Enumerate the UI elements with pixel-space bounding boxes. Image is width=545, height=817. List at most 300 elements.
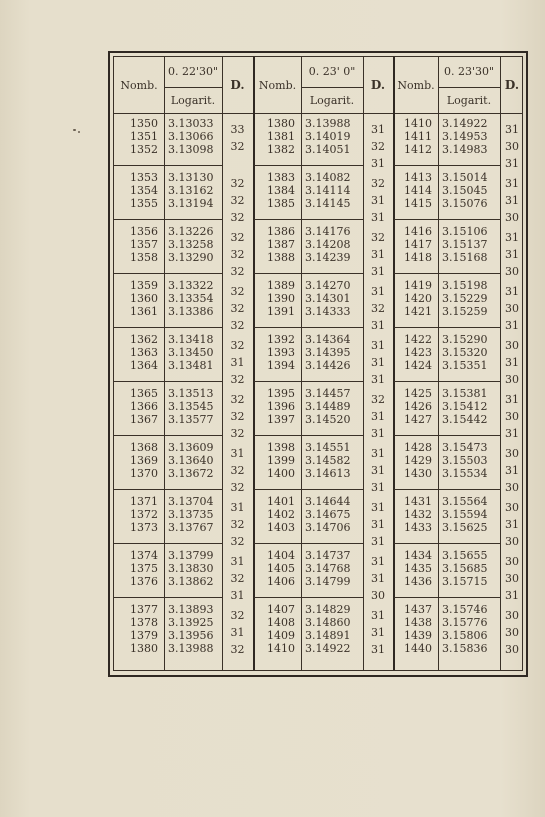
table-cell-logarithm: 3.15473 <box>442 441 488 454</box>
table-cell-logarithm: 3.14176 <box>305 225 351 238</box>
table-cell-number: 1407 <box>267 603 295 616</box>
table-cell-number: 1381 <box>267 130 295 143</box>
table-cell-logarithm: 3.14829 <box>305 603 351 616</box>
table-cell-difference: 32 <box>230 373 245 386</box>
table-cell-number: 1358 <box>130 251 158 264</box>
group-divider <box>394 219 500 220</box>
table-cell-number: 1406 <box>267 575 295 588</box>
table-cell-number: 1387 <box>267 238 295 251</box>
table-cell-number: 1368 <box>130 441 158 454</box>
table-cell-number: 1379 <box>130 629 158 642</box>
table-cell-difference: 30 <box>505 609 519 622</box>
group-divider <box>394 435 500 436</box>
table-cell-difference: 30 <box>505 265 519 278</box>
table-cell-difference: 31 <box>371 501 385 514</box>
table-cell-difference: 31 <box>371 211 385 224</box>
table-cell-number: 1417 <box>404 238 432 251</box>
table-cell-difference: 32 <box>230 211 245 224</box>
table-cell-difference: 30 <box>505 626 519 639</box>
table-cell-number: 1356 <box>130 225 158 238</box>
column-header-nomb: Nomb. <box>120 79 158 92</box>
table-cell-number: 1402 <box>267 508 295 521</box>
table-cell-difference: 31 <box>371 572 385 585</box>
table-cell-difference: 30 <box>505 211 519 224</box>
table-cell-difference: 31 <box>505 464 519 477</box>
group-divider <box>394 273 500 274</box>
table-cell-number: 1418 <box>404 251 432 264</box>
group-divider <box>254 381 363 382</box>
table-cell-difference: 33 <box>230 123 245 136</box>
table-cell-number: 1416 <box>404 225 432 238</box>
table-cell-logarithm: 3.13194 <box>168 197 214 210</box>
table-cell-difference: 32 <box>230 319 245 332</box>
table-cell-logarithm: 3.14239 <box>305 251 351 264</box>
table-cell-number: 1369 <box>130 454 158 467</box>
table-cell-difference: 31 <box>230 555 245 568</box>
table-cell-difference: 31 <box>371 427 385 440</box>
table-cell-logarithm: 3.13418 <box>168 333 214 346</box>
table-cell-number: 1360 <box>130 292 158 305</box>
table-cell-logarithm: 3.15625 <box>442 521 488 534</box>
table-cell-logarithm: 3.14333 <box>305 305 351 318</box>
table-cell-logarithm: 3.14582 <box>305 454 351 467</box>
table-cell-difference: 31 <box>230 447 245 460</box>
table-cell-number: 1425 <box>404 387 432 400</box>
table-cell-logarithm: 3.14675 <box>305 508 351 521</box>
table-cell-difference: 31 <box>505 285 519 298</box>
table-cell-number: 1436 <box>404 575 432 588</box>
table-cell-number: 1423 <box>404 346 432 359</box>
table-cell-difference: 31 <box>371 194 385 207</box>
table-cell-difference: 32 <box>371 140 385 153</box>
table-cell-number: 1438 <box>404 616 432 629</box>
table-cell-number: 1433 <box>404 521 432 534</box>
table-cell-logarithm: 3.13450 <box>168 346 214 359</box>
table-cell-difference: 31 <box>505 123 519 136</box>
table-cell-number: 1432 <box>404 508 432 521</box>
table-cell-number: 1359 <box>130 279 158 292</box>
group-divider <box>254 273 363 274</box>
column-header-logarit: Logarit. <box>170 94 216 107</box>
table-cell-logarithm: 3.14114 <box>305 184 351 197</box>
table-cell-number: 1372 <box>130 508 158 521</box>
table-cell-difference: 32 <box>230 535 245 548</box>
table-cell-logarithm: 3.15351 <box>442 359 488 372</box>
table-cell-logarithm: 3.14270 <box>305 279 351 292</box>
table-cell-number: 1412 <box>404 143 432 156</box>
table-cell-number: 1427 <box>404 413 432 426</box>
table-cell-logarithm: 3.15715 <box>442 575 488 588</box>
table-cell-difference: 31 <box>371 123 385 136</box>
table-cell-logarithm: 3.13098 <box>168 143 214 156</box>
header-divider <box>114 113 522 114</box>
group-divider <box>114 327 222 328</box>
table-cell-number: 1377 <box>130 603 158 616</box>
table-cell-number: 1370 <box>130 467 158 480</box>
table-cell-logarithm: 3.15806 <box>442 629 488 642</box>
table-cell-number: 1440 <box>404 642 432 655</box>
table-cell-logarithm: 3.15655 <box>442 549 488 562</box>
table-cell-logarithm: 3.14051 <box>305 143 351 156</box>
column-header-logarit: Logarit. <box>309 94 355 107</box>
table-cell-difference: 32 <box>230 393 245 406</box>
table-cell-logarithm: 3.14891 <box>305 629 351 642</box>
table-cell-difference: 32 <box>230 481 245 494</box>
column-header-difference: D. <box>504 78 520 92</box>
table-cell-logarithm: 3.14706 <box>305 521 351 534</box>
table-cell-difference: 30 <box>505 373 519 386</box>
table-cell-logarithm: 3.13767 <box>168 521 214 534</box>
table-cell-logarithm: 3.15198 <box>442 279 488 292</box>
table-cell-logarithm: 3.13799 <box>168 549 214 562</box>
group-divider <box>394 327 500 328</box>
table-cell-number: 1393 <box>267 346 295 359</box>
table-cell-difference: 30 <box>505 410 519 423</box>
table-cell-difference: 30 <box>505 535 519 548</box>
table-cell-difference: 31 <box>371 265 385 278</box>
table-cell-difference: 31 <box>371 481 385 494</box>
table-cell-number: 1355 <box>130 197 158 210</box>
ink-speck <box>73 129 76 131</box>
table-cell-number: 1367 <box>130 413 158 426</box>
table-cell-logarithm: 3.13672 <box>168 467 214 480</box>
group-divider <box>254 327 363 328</box>
table-cell-logarithm: 3.13577 <box>168 413 214 426</box>
table-cell-logarithm: 3.14983 <box>442 143 488 156</box>
table-cell-difference: 31 <box>505 427 519 440</box>
table-cell-difference: 30 <box>505 501 519 514</box>
table-cell-difference: 32 <box>371 231 385 244</box>
table-cell-number: 1388 <box>267 251 295 264</box>
table-cell-number: 1380 <box>267 117 295 130</box>
header-subdivider <box>164 87 222 88</box>
table-cell-number: 1357 <box>130 238 158 251</box>
table-cell-difference: 30 <box>505 572 519 585</box>
column-rule <box>164 57 165 670</box>
group-divider <box>254 435 363 436</box>
table-cell-logarithm: 3.15259 <box>442 305 488 318</box>
table-cell-logarithm: 3.14922 <box>442 117 488 130</box>
table-cell-number: 1380 <box>130 642 158 655</box>
table-cell-number: 1401 <box>267 495 295 508</box>
table-cell-difference: 31 <box>371 339 385 352</box>
group-divider <box>254 165 363 166</box>
table-cell-logarithm: 3.14768 <box>305 562 351 575</box>
table-cell-logarithm: 3.15320 <box>442 346 488 359</box>
table-cell-logarithm: 3.15594 <box>442 508 488 521</box>
group-divider <box>114 165 222 166</box>
table-cell-difference: 30 <box>505 481 519 494</box>
table-cell-number: 1421 <box>404 305 432 318</box>
table-cell-number: 1376 <box>130 575 158 588</box>
table-cell-difference: 30 <box>505 339 519 352</box>
group-divider <box>114 273 222 274</box>
section-rule <box>393 57 395 670</box>
table-cell-number: 1385 <box>267 197 295 210</box>
column-header-nomb: Nomb. <box>258 79 297 92</box>
group-divider <box>394 489 500 490</box>
table-cell-difference: 32 <box>230 518 245 531</box>
table-cell-number: 1424 <box>404 359 432 372</box>
table-cell-logarithm: 3.15290 <box>442 333 488 346</box>
table-cell-difference: 32 <box>230 609 245 622</box>
group-divider <box>394 597 500 598</box>
table-cell-logarithm: 3.13386 <box>168 305 214 318</box>
table-cell-difference: 31 <box>505 356 519 369</box>
table-cell-logarithm: 3.13481 <box>168 359 214 372</box>
table-cell-difference: 31 <box>505 194 519 207</box>
table-cell-difference: 31 <box>230 356 245 369</box>
table-cell-logarithm: 3.13830 <box>168 562 214 575</box>
table-cell-logarithm: 3.13704 <box>168 495 214 508</box>
table-cell-logarithm: 3.14208 <box>305 238 351 251</box>
group-divider <box>254 597 363 598</box>
table-cell-difference: 31 <box>371 643 385 656</box>
table-cell-logarithm: 3.13354 <box>168 292 214 305</box>
table-cell-logarithm: 3.15412 <box>442 400 488 413</box>
table-cell-difference: 32 <box>230 572 245 585</box>
header-subdivider <box>438 87 500 88</box>
table-cell-logarithm: 3.14019 <box>305 130 351 143</box>
table-cell-difference: 31 <box>371 373 385 386</box>
table-cell-difference: 32 <box>230 194 245 207</box>
table-cell-number: 1390 <box>267 292 295 305</box>
table-inner-border <box>113 56 523 671</box>
table-cell-difference: 32 <box>230 339 245 352</box>
section-rule <box>253 57 255 670</box>
table-cell-logarithm: 3.14860 <box>305 616 351 629</box>
table-cell-logarithm: 3.13258 <box>168 238 214 251</box>
logarithm-table <box>108 51 528 677</box>
table-cell-logarithm: 3.13925 <box>168 616 214 629</box>
column-header-argument: 0. 22'30" <box>167 65 219 78</box>
table-cell-difference: 32 <box>230 231 245 244</box>
group-divider <box>114 219 222 220</box>
table-cell-difference: 31 <box>505 157 519 170</box>
group-divider <box>394 381 500 382</box>
table-cell-logarithm: 3.13609 <box>168 441 214 454</box>
table-cell-number: 1410 <box>404 117 432 130</box>
table-cell-number: 1373 <box>130 521 158 534</box>
column-header-difference: D. <box>370 78 386 92</box>
table-cell-difference: 32 <box>230 177 245 190</box>
table-cell-difference: 31 <box>371 356 385 369</box>
table-cell-difference: 31 <box>505 177 519 190</box>
table-cell-number: 1363 <box>130 346 158 359</box>
group-divider <box>114 489 222 490</box>
table-cell-difference: 30 <box>505 555 519 568</box>
table-cell-number: 1362 <box>130 333 158 346</box>
ink-speck <box>78 131 80 133</box>
table-cell-number: 1411 <box>404 130 432 143</box>
table-cell-difference: 30 <box>371 589 385 602</box>
table-cell-number: 1409 <box>267 629 295 642</box>
table-cell-number: 1404 <box>267 549 295 562</box>
table-cell-number: 1374 <box>130 549 158 562</box>
table-cell-number: 1386 <box>267 225 295 238</box>
table-cell-number: 1383 <box>267 171 295 184</box>
table-cell-logarithm: 3.14953 <box>442 130 488 143</box>
table-cell-number: 1392 <box>267 333 295 346</box>
table-cell-number: 1353 <box>130 171 158 184</box>
table-cell-logarithm: 3.15836 <box>442 642 488 655</box>
table-cell-logarithm: 3.14644 <box>305 495 351 508</box>
table-cell-number: 1431 <box>404 495 432 508</box>
table-cell-difference: 31 <box>230 501 245 514</box>
table-cell-logarithm: 3.15045 <box>442 184 488 197</box>
table-cell-difference: 31 <box>371 518 385 531</box>
table-cell-logarithm: 3.13735 <box>168 508 214 521</box>
table-cell-logarithm: 3.13988 <box>305 117 351 130</box>
table-cell-logarithm: 3.14457 <box>305 387 351 400</box>
table-cell-logarithm: 3.13893 <box>168 603 214 616</box>
table-cell-number: 1375 <box>130 562 158 575</box>
table-cell-logarithm: 3.15381 <box>442 387 488 400</box>
table-cell-number: 1422 <box>404 333 432 346</box>
table-cell-difference: 32 <box>230 410 245 423</box>
group-divider <box>114 435 222 436</box>
table-cell-number: 1419 <box>404 279 432 292</box>
header-subdivider <box>301 87 363 88</box>
table-cell-difference: 30 <box>505 140 519 153</box>
table-cell-difference: 32 <box>371 177 385 190</box>
table-cell-difference: 31 <box>371 157 385 170</box>
column-header-argument: 0. 23' 0" <box>308 65 356 78</box>
table-cell-difference: 32 <box>230 427 245 440</box>
table-cell-difference: 31 <box>371 464 385 477</box>
table-cell-number: 1399 <box>267 454 295 467</box>
table-cell-number: 1405 <box>267 562 295 575</box>
table-cell-difference: 31 <box>371 609 385 622</box>
table-cell-logarithm: 3.14489 <box>305 400 351 413</box>
table-cell-difference: 31 <box>371 535 385 548</box>
table-cell-number: 1366 <box>130 400 158 413</box>
group-divider <box>114 543 222 544</box>
table-cell-logarithm: 3.13226 <box>168 225 214 238</box>
table-cell-difference: 32 <box>230 302 245 315</box>
table-cell-difference: 31 <box>371 285 385 298</box>
column-header-logarit: Logarit. <box>446 94 492 107</box>
table-cell-number: 1426 <box>404 400 432 413</box>
table-cell-number: 1361 <box>130 305 158 318</box>
table-cell-difference: 31 <box>230 589 245 602</box>
table-cell-number: 1410 <box>267 642 295 655</box>
table-cell-number: 1391 <box>267 305 295 318</box>
table-cell-number: 1389 <box>267 279 295 292</box>
table-cell-number: 1350 <box>130 117 158 130</box>
table-cell-difference: 31 <box>371 555 385 568</box>
table-cell-logarithm: 3.13545 <box>168 400 214 413</box>
table-cell-number: 1403 <box>267 521 295 534</box>
table-cell-number: 1435 <box>404 562 432 575</box>
table-cell-difference: 31 <box>371 319 385 332</box>
group-divider <box>394 543 500 544</box>
table-cell-difference: 31 <box>505 231 519 244</box>
table-cell-logarithm: 3.14301 <box>305 292 351 305</box>
table-cell-difference: 32 <box>371 302 385 315</box>
table-cell-number: 1430 <box>404 467 432 480</box>
table-cell-logarithm: 3.14426 <box>305 359 351 372</box>
table-cell-number: 1395 <box>267 387 295 400</box>
table-cell-logarithm: 3.13988 <box>168 642 214 655</box>
table-cell-logarithm: 3.13290 <box>168 251 214 264</box>
table-cell-number: 1382 <box>267 143 295 156</box>
table-cell-logarithm: 3.13322 <box>168 279 214 292</box>
table-cell-logarithm: 3.15503 <box>442 454 488 467</box>
group-divider <box>114 381 222 382</box>
group-divider <box>254 219 363 220</box>
table-cell-number: 1400 <box>267 467 295 480</box>
table-cell-number: 1351 <box>130 130 158 143</box>
table-cell-difference: 30 <box>505 302 519 315</box>
table-cell-number: 1394 <box>267 359 295 372</box>
table-cell-difference: 31 <box>505 589 519 602</box>
group-divider <box>114 597 222 598</box>
table-cell-difference: 31 <box>230 626 245 639</box>
table-cell-logarithm: 3.14922 <box>305 642 351 655</box>
table-cell-difference: 32 <box>230 464 245 477</box>
table-cell-number: 1408 <box>267 616 295 629</box>
table-cell-logarithm: 3.15076 <box>442 197 488 210</box>
table-cell-difference: 31 <box>371 626 385 639</box>
table-cell-logarithm: 3.15534 <box>442 467 488 480</box>
table-cell-logarithm: 3.15014 <box>442 171 488 184</box>
table-cell-logarithm: 3.13956 <box>168 629 214 642</box>
table-cell-number: 1428 <box>404 441 432 454</box>
table-cell-logarithm: 3.13862 <box>168 575 214 588</box>
table-cell-difference: 31 <box>505 518 519 531</box>
column-header-nomb: Nomb. <box>397 79 435 92</box>
table-cell-logarithm: 3.14613 <box>305 467 351 480</box>
table-cell-logarithm: 3.15137 <box>442 238 488 251</box>
table-cell-logarithm: 3.15106 <box>442 225 488 238</box>
table-cell-number: 1415 <box>404 197 432 210</box>
table-cell-logarithm: 3.14737 <box>305 549 351 562</box>
table-cell-logarithm: 3.13066 <box>168 130 214 143</box>
table-cell-number: 1429 <box>404 454 432 467</box>
table-cell-logarithm: 3.15776 <box>442 616 488 629</box>
table-cell-logarithm: 3.14551 <box>305 441 351 454</box>
table-cell-difference: 31 <box>371 410 385 423</box>
table-cell-logarithm: 3.14520 <box>305 413 351 426</box>
table-cell-logarithm: 3.14145 <box>305 197 351 210</box>
table-cell-number: 1398 <box>267 441 295 454</box>
table-cell-difference: 32 <box>230 643 245 656</box>
table-cell-difference: 32 <box>230 285 245 298</box>
group-divider <box>254 489 363 490</box>
table-cell-logarithm: 3.13130 <box>168 171 214 184</box>
table-cell-difference: 30 <box>505 643 519 656</box>
table-cell-number: 1434 <box>404 549 432 562</box>
table-cell-difference: 32 <box>371 393 385 406</box>
table-cell-difference: 31 <box>505 248 519 261</box>
table-cell-number: 1365 <box>130 387 158 400</box>
table-cell-difference: 32 <box>230 248 245 261</box>
table-cell-number: 1437 <box>404 603 432 616</box>
column-rule <box>438 57 439 670</box>
table-cell-logarithm: 3.13033 <box>168 117 214 130</box>
table-cell-number: 1396 <box>267 400 295 413</box>
table-cell-number: 1352 <box>130 143 158 156</box>
table-cell-difference: 30 <box>505 447 519 460</box>
table-cell-logarithm: 3.15564 <box>442 495 488 508</box>
column-header-argument: 0. 23'30" <box>443 65 495 78</box>
group-divider <box>254 543 363 544</box>
column-header-difference: D. <box>230 78 245 92</box>
table-cell-logarithm: 3.15442 <box>442 413 488 426</box>
table-cell-number: 1413 <box>404 171 432 184</box>
table-cell-logarithm: 3.14082 <box>305 171 351 184</box>
